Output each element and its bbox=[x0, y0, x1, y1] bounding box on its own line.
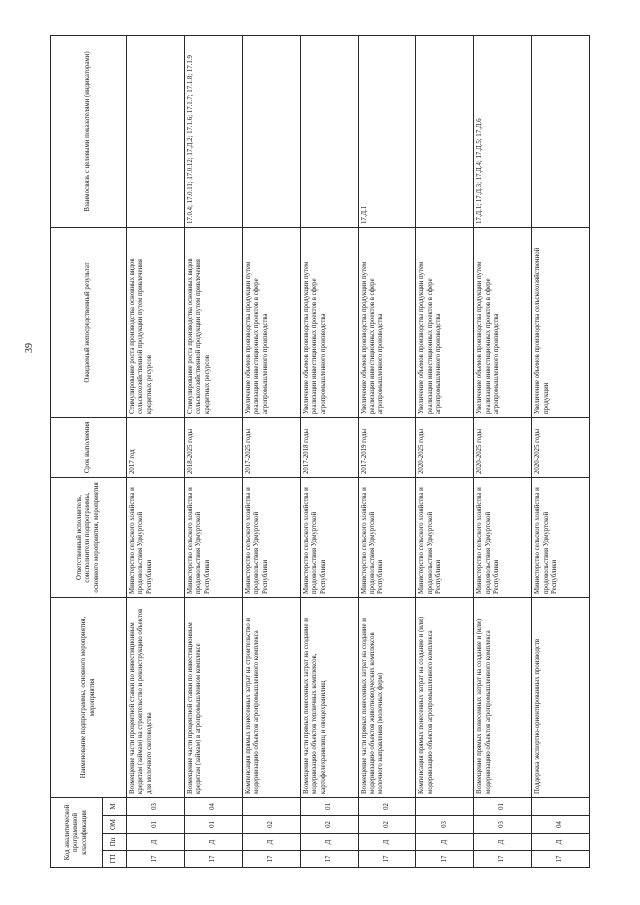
cell-om: 02 bbox=[242, 816, 300, 834]
cell-m bbox=[416, 797, 474, 815]
cell-executor: Министерство сельского хозяйства и продовольствия Удмуртской Республики bbox=[416, 477, 474, 597]
table-row bbox=[532, 35, 590, 867]
cell-term: 2020-2025 годы bbox=[474, 417, 532, 477]
cell-om: 04 bbox=[532, 816, 590, 834]
cell-name: Возмещение части процентной ставки по инвестиционным кредитам (займам) в агропромышленном комплексе bbox=[184, 597, 242, 797]
table-row bbox=[416, 35, 474, 867]
cell-m bbox=[242, 797, 300, 815]
cell-om: 03 bbox=[416, 816, 474, 834]
cell-pp: Д bbox=[474, 834, 532, 851]
cell-term: 2020-2025 годы bbox=[416, 417, 474, 477]
header-executor: Ответственный исполнитель, соисполнители подпрограммы, основного мероприятия, мероприятия bbox=[51, 477, 127, 597]
cell-indicators: 17.Д.1 bbox=[358, 35, 416, 227]
cell-pp: Д bbox=[242, 834, 300, 851]
cell-indicators: 17.0.4; 17.0.11; 17.0.12; 17.Д.2; 17.1.6; 17.1.7; 17.1.8; 17.1.9 bbox=[184, 35, 242, 227]
cell-name: Возмещение части прямых понесенных затрат на создание и модернизацию объектов животноводческих комплексов молочного направления (молочных ферм) bbox=[358, 597, 416, 797]
cell-name: Компенсация прямых понесенных затрат на строительство и модернизацию объектов агропромышленного комплекса bbox=[242, 597, 300, 797]
cell-result: Увеличение объемов производства сельскохозяйственной продукции bbox=[532, 227, 590, 417]
cell-executor: Министерство сельского хозяйства и продовольствия Удмуртской Республики bbox=[300, 477, 358, 597]
cell-m: 02 bbox=[358, 797, 416, 815]
cell-pp: Д bbox=[184, 834, 242, 851]
table-row bbox=[127, 35, 185, 867]
cell-executor: Министерство сельского хозяйства и продовольствия Удмуртской Республики bbox=[242, 477, 300, 597]
header-name: Наименование подпрограммы, основного мероприятия, мероприятия bbox=[51, 597, 127, 797]
cell-pp: Д bbox=[127, 834, 185, 851]
cell-result: Стимулирование роста производства основных видов сельскохозяйственной продукции путем привлечения кредитных ресурсов bbox=[127, 227, 185, 417]
cell-name: Возмещение части процентной ставки по инвестиционным кредитам (займам) на строительство и реконструкцию объектов для молочного скотоводства bbox=[127, 597, 185, 797]
cell-pp: Д bbox=[532, 834, 590, 851]
cell-executor: Министерство сельского хозяйства и продовольствия Удмуртской Республики bbox=[127, 477, 185, 597]
cell-gp: 17 bbox=[532, 851, 590, 868]
cell-gp: 17 bbox=[184, 851, 242, 868]
cell-name: Возмещение части прямых понесенных затрат на создание и модернизацию объектов тепличных комплексов, картофелехранилищ и овощехранилищ bbox=[300, 597, 358, 797]
cell-gp: 17 bbox=[300, 851, 358, 868]
cell-pp: Д bbox=[300, 834, 358, 851]
cell-gp: 17 bbox=[127, 851, 185, 868]
cell-indicators bbox=[127, 35, 185, 227]
cell-result: Увеличение объемов производства продукции путем реализации инвестиционных проектов в сфере агропромышленного производства bbox=[300, 227, 358, 417]
cell-om: 01 bbox=[184, 816, 242, 834]
table-row bbox=[474, 35, 532, 867]
table-row bbox=[358, 35, 416, 867]
cell-gp: 17 bbox=[474, 851, 532, 868]
cell-indicators bbox=[242, 35, 300, 227]
cell-term: 2018-2025 годы bbox=[184, 417, 242, 477]
cell-pp: Д bbox=[358, 834, 416, 851]
header-m: М bbox=[103, 797, 127, 815]
cell-gp: 17 bbox=[242, 851, 300, 868]
cell-m bbox=[532, 797, 590, 815]
cell-result: Увеличение объемов производства продукции путем реализации инвестиционных проектов в сфере агропромышленного производства bbox=[416, 227, 474, 417]
cell-executor: Министерство сельского хозяйства и продовольствия Удмуртской Республики bbox=[358, 477, 416, 597]
header-gp: ГП bbox=[103, 851, 127, 868]
header-indicators: Взаимосвязь с целевыми показателями (индикаторами) bbox=[51, 35, 127, 227]
cell-om: 02 bbox=[300, 816, 358, 834]
program-measures-table bbox=[50, 35, 590, 868]
cell-indicators: 17.Д.1; 17.Д.3; 17.Д.4; 17.Д.5; 17.Д.6 bbox=[474, 35, 532, 227]
cell-m: 01 bbox=[474, 797, 532, 815]
cell-om: 02 bbox=[358, 816, 416, 834]
header-code-group: Код аналитической программной классификации bbox=[51, 797, 103, 867]
cell-term: 2017-2018 годы bbox=[300, 417, 358, 477]
cell-gp: 17 bbox=[358, 851, 416, 868]
header-pp: Пп bbox=[103, 834, 127, 851]
cell-om: 03 bbox=[474, 816, 532, 834]
cell-indicators bbox=[532, 35, 590, 227]
cell-result: Увеличение объемов производства продукции путем реализации инвестиционных проектов в сфере агропромышленного производства bbox=[474, 227, 532, 417]
rotated-table-container bbox=[50, 36, 590, 868]
cell-result: Увеличение объемов производства продукции путем реализации инвестиционных проектов в сфере агропромышленного производства bbox=[358, 227, 416, 417]
cell-result: Увеличение объемов производства продукции путем реализации инвестиционных проектов в сфере агропромышленного производства bbox=[242, 227, 300, 417]
cell-name: Компенсация прямых понесенных затрат на создание и (или) модернизацию объектов агропромышленного комплекса bbox=[416, 597, 474, 797]
cell-executor: Министерство сельского хозяйства и продовольствия Удмуртской Республики bbox=[532, 477, 590, 597]
table-row bbox=[300, 35, 358, 867]
cell-term: 2017-2025 годы bbox=[242, 417, 300, 477]
cell-name: Поддержка экспортно-ориентированных производств bbox=[532, 597, 590, 797]
header-om: ОМ bbox=[103, 816, 127, 834]
cell-name: Возмещение прямых понесенных затрат на создание и (или) модернизацию объектов агропромышленного комплекса bbox=[474, 597, 532, 797]
cell-result: Стимулирование роста производства основных видов сельскохозяйственной продукции путем привлечения кредитных ресурсов bbox=[184, 227, 242, 417]
cell-m: 04 bbox=[184, 797, 242, 815]
cell-m: 01 bbox=[300, 797, 358, 815]
cell-m: 03 bbox=[127, 797, 185, 815]
cell-indicators bbox=[300, 35, 358, 227]
cell-executor: Министерство сельского хозяйства и продовольствия Удмуртской Республики bbox=[474, 477, 532, 597]
header-term: Срок выполнения bbox=[51, 417, 127, 477]
header-result: Ожидаемый непосредственный результат bbox=[51, 227, 127, 417]
cell-term: 2020-2025 годы bbox=[532, 417, 590, 477]
cell-term: 2017 год bbox=[127, 417, 185, 477]
table-row bbox=[184, 35, 242, 867]
page-number: 39 bbox=[24, 343, 35, 353]
cell-gp: 17 bbox=[416, 851, 474, 868]
cell-indicators bbox=[416, 35, 474, 227]
table-row bbox=[242, 35, 300, 867]
cell-term: 2017-2019 годы bbox=[358, 417, 416, 477]
cell-executor: Министерство сельского хозяйства и продовольствия Удмуртской Республики bbox=[184, 477, 242, 597]
cell-om: 01 bbox=[127, 816, 185, 834]
cell-pp: Д bbox=[416, 834, 474, 851]
